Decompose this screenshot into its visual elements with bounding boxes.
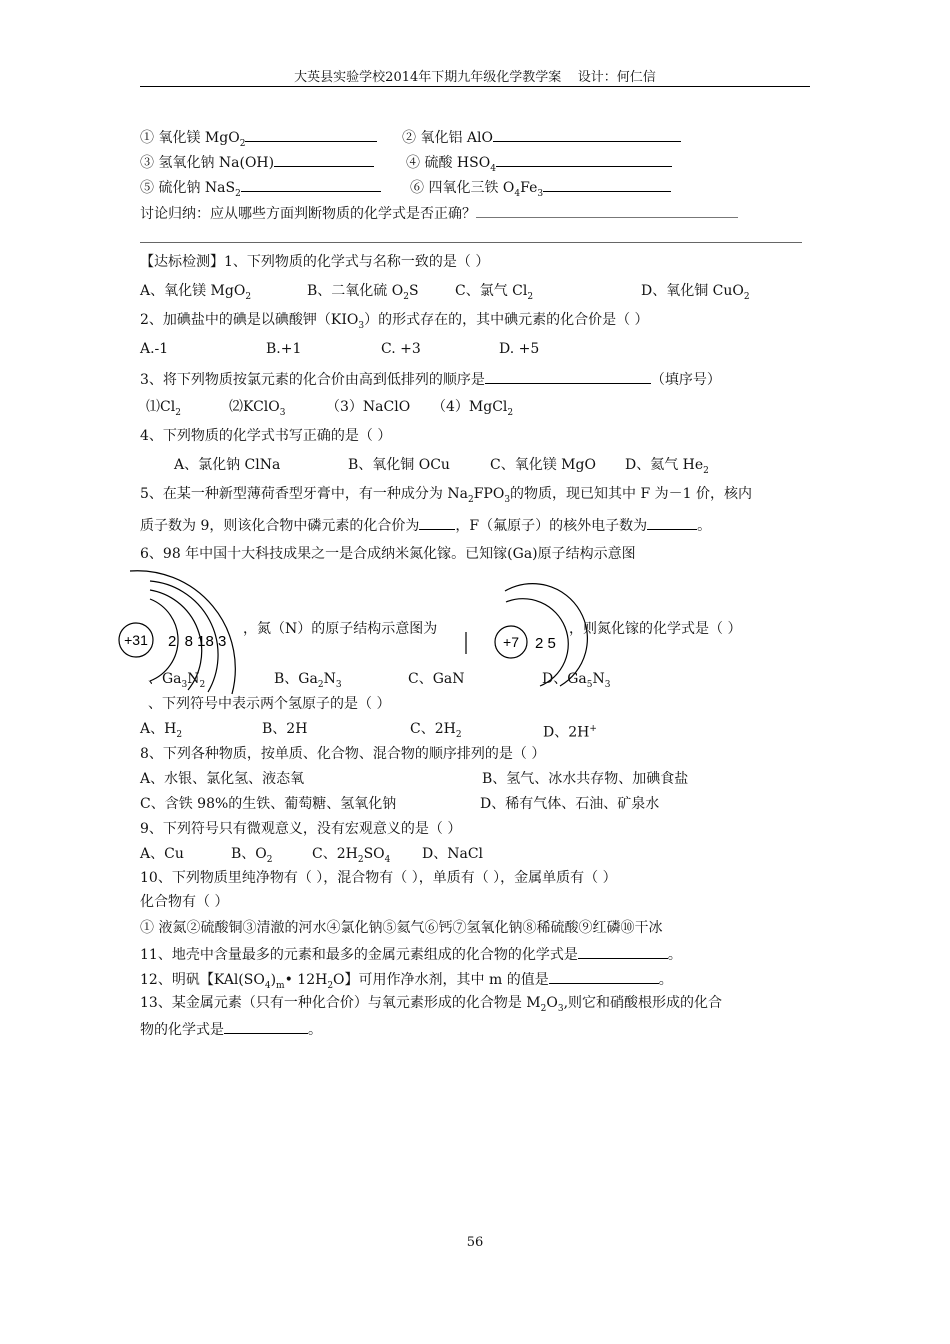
- q8-option-b: B、氢气、冰水共存物、加碘食盐: [482, 771, 689, 787]
- discussion-prompt: 讨论归纳：应从哪些方面判断物质的化学式是否正确？: [140, 203, 738, 223]
- header-designer: 设计：何仁信: [577, 70, 656, 85]
- page-number: 56: [466, 1235, 484, 1250]
- q2-option-b: B.+1: [266, 341, 302, 357]
- q9-option-b: B、$O_2$: [231, 846, 273, 865]
- exercise-item-2: ② 氧化铝 AlO: [402, 127, 681, 147]
- q4-option-b: B、氧化铜 OCu: [348, 457, 450, 473]
- q1-stem: 【达标检测】1、下列物质的化学式与名称一致的是（ ）: [140, 254, 490, 270]
- exercise-item-5: ⑤ 硫化钠 NaS$_2$: [140, 177, 381, 203]
- q10-line-1: 10、下列物质里纯净物有（ ），混合物有（ ），单质有（ ），金属单质有（ ）: [140, 870, 617, 886]
- q1-option-d: D、氧化铜 CuO$_2$: [641, 283, 750, 302]
- q6-option-a: 、$Ga_3N_2$: [148, 671, 206, 690]
- q7-option-d: D、2H+: [543, 724, 597, 741]
- q3-item-4: （4）MgCl$_2$: [432, 399, 514, 418]
- q10-line-2: 化合物有（ ）: [140, 894, 229, 910]
- q3-item-3: （3）NaClO: [326, 399, 411, 415]
- exercise-item-3: ③ 氢氧化钠 Na(OH): [140, 152, 374, 172]
- q2-stem: 2、加碘盐中的碘是以碘酸钾$(KIO_3)$的形式存在的，其中碘元素的化合价是（ ）: [140, 312, 649, 331]
- n-shell-electrons: 2 5: [535, 635, 556, 652]
- q2-option-c: C. +3: [381, 341, 421, 357]
- q8-option-c: C、含铁 98%的生铁、葡萄糖、氢氧化钠: [140, 796, 397, 812]
- exercise-item-6: ⑥ 四氧化三铁 $O_4Fe_3$: [410, 177, 671, 203]
- q4-option-c: C、氧化镁 MgO: [490, 457, 596, 473]
- header-title: 大英县实验学校2014年下期九年级化学教学案: [294, 70, 562, 85]
- q6-option-d: D、$Ga_5N_3$: [542, 671, 611, 690]
- q7-stem: 、下列符号中表示两个氢原子的是（ ）: [148, 696, 391, 712]
- ga-shell-electrons: 2 8 18 3: [168, 633, 227, 650]
- q1-option-c: C、氯气 $Cl_2$: [455, 283, 534, 302]
- exercise-item-4: ④ 硫酸 $HSO_4$: [406, 152, 672, 178]
- q1-option-b: B、二氧化硫 $O_2S$: [307, 283, 419, 302]
- q6-tail-text: ，则氮化镓的化学式是（ ）: [569, 621, 742, 637]
- q4-stem: 4、下列物质的化学式书写正确的是（ ）: [140, 428, 392, 444]
- q9-stem: 9、下列符号只有微观意义，没有宏观意义的是（ ）: [140, 821, 462, 837]
- q5-line-1: 5、在某一种新型薄荷香型牙膏中，有一种成分为 $Na_2FPO_3$的物质，现已知其中 F 为－1 价，核内: [140, 486, 753, 505]
- exercise-item-1: ① 氧化镁 MgO$_2$: [140, 127, 377, 153]
- q2-option-d: D. +5: [499, 341, 540, 357]
- q3-stem: 3、将下列物质按氯元素的化合价由高到低排列的顺序是 （填序号）: [140, 369, 721, 389]
- n-nucleus-label: +7: [503, 634, 519, 650]
- q9-option-d: D、NaCl: [422, 846, 484, 862]
- q7-option-c: C、$2H_2$: [410, 721, 462, 740]
- q8-option-a: A、水银、氯化氢、液态氧: [140, 771, 305, 787]
- answer-blank[interactable]: [549, 969, 659, 984]
- q1-option-a: A、氧化镁 MgO$_2$: [140, 283, 252, 302]
- q7-option-a: A、$H_2$: [140, 721, 183, 740]
- q6-option-c: C、GaN: [408, 671, 465, 687]
- q7-option-b: B、2H: [262, 721, 308, 737]
- q4-option-a: A、氯化钠 ClNa: [174, 457, 281, 473]
- q8-option-d: D、稀有气体、石油、矿泉水: [480, 796, 660, 812]
- answer-blank[interactable]: [578, 944, 668, 959]
- q6-option-b: B、$Ga_2N_3$: [274, 671, 342, 690]
- q3-item-1: $⑴Cl_2$: [146, 399, 181, 418]
- q12: 12、明矾【$KAl(SO_4)_m•$ $12H_2O$】可用作净水剂，其中 m 的值是 。: [140, 969, 673, 995]
- q8-stem: 8、下列各种物质，按单质、化合物、混合物的顺序排列的是（ ）: [140, 746, 546, 762]
- q9-option-c: C、$2H_2SO_4$: [312, 846, 391, 865]
- q3-item-2: ⑵KClO$_3$: [229, 399, 286, 418]
- ga-nucleus-label: +31: [124, 632, 148, 648]
- q9-option-a: A、Cu: [140, 846, 184, 862]
- answer-blank[interactable]: [224, 1019, 308, 1034]
- q11: 11、地壳中含量最多的元素和最多的金属元素组成的化合物的化学式是 。: [140, 944, 682, 964]
- q2-option-a: A.-1: [140, 341, 169, 357]
- q13-line-1: 13、某金属元素（只有一种化合价）与氧元素形成的化合物是 $M_2O_3$,则它和硝酸根形成的化合: [140, 995, 723, 1014]
- q5-line-2: 质子数为 9，则该化合物中磷元素的化合价为 ，F（氟原子）的核外电子数为 。: [140, 515, 711, 535]
- q13-line-2: 物的化学式是 。: [140, 1019, 322, 1039]
- q6-mid-text: ，氮（N）的原子结构示意图为: [243, 621, 438, 637]
- q6-stem: 6、98 年中国十大科技成果之一是合成纳米氮化镓。已知镓(Ga)原子结构示意图: [140, 546, 636, 562]
- q4-option-d: D、氦气 $He_2$: [625, 457, 709, 476]
- q10-substances: ① 液氮②硫酸铜③清澈的河水④氯化钠⑤氦气⑥钙⑦氢氧化钠⑧稀硫酸⑨红磷⑩干冰: [140, 920, 663, 936]
